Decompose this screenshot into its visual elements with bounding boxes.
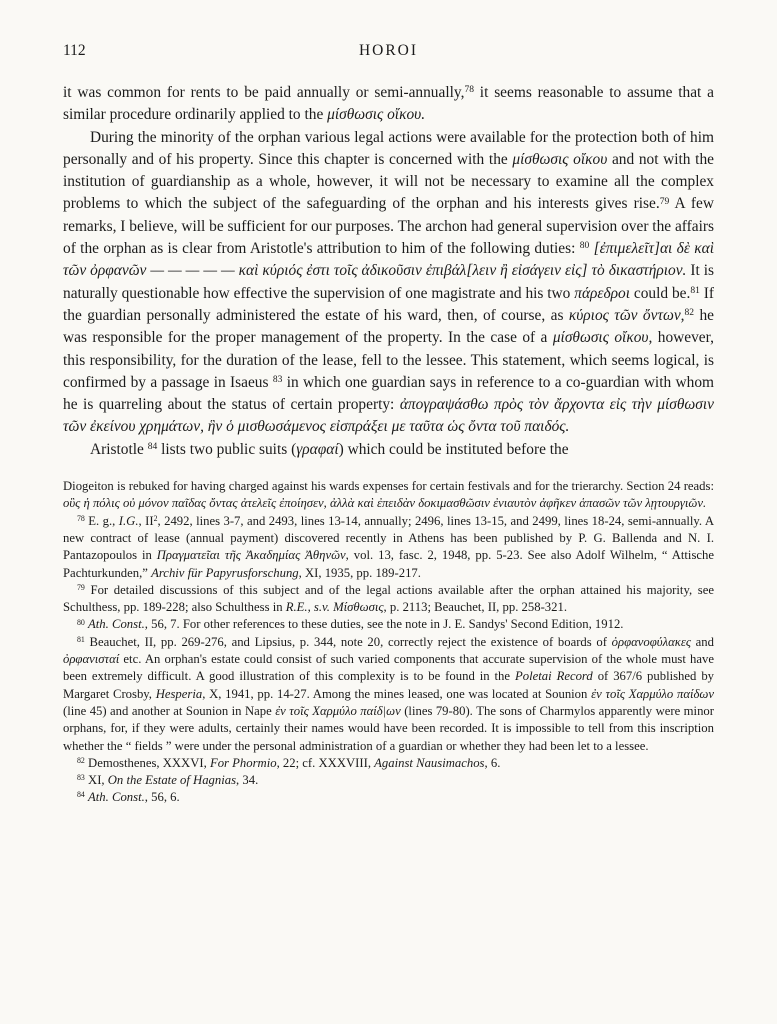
footnote-ref: 83 [77,773,85,783]
text-run: however, this responsibility, for the duration of the lease, fell to the lessee. This statement, which seems logical, is confirmed by a passage in Isaeus [63,329,714,391]
italic-text: I.G. [118,513,139,528]
footnote-80 [63,616,714,633]
footnote-ref: 80 [77,617,85,627]
footnote-83 [63,772,714,789]
italic-text: κύριος τῶν ὄντων, [568,306,685,324]
italic-text: μίσθωσις οἴκου [512,150,608,168]
text-run: , 34. [236,773,259,788]
text-run: ) which could be instituted before the [338,440,569,458]
text-run: For detailed discussions of this subject and of the legal actions available after the orphan attained his majority, see Schulthess, pp. 189-228; also Schulthess in [63,582,714,615]
footnote-82 [63,755,714,772]
text-run: of 367/6 published by Margaret Crosby, [63,669,715,701]
footnote-79 [63,582,714,617]
italic-text: Hesperia [155,686,203,701]
body-paragraph [63,439,714,461]
text-run: , 22; cf. XXXVIII, [276,755,375,770]
footnote-78 [63,513,714,582]
text-run: and [690,634,714,649]
text-run: , vol. 13, fasc. 2, 1948, pp. 5-23. See also Adolf Wilhelm, “ Attische Pachturkunden,” [63,548,714,580]
footnote-ref: 81 [690,284,700,296]
italic-text: Archiv für Papyrusforschung [151,565,299,580]
text-run: , 2492, lines 3-7, and 2493, lines 13-14, annually; 2496, lines 13-15, and 2499, lines 18-24, semi-annually. A new contract of lease (annual payment) discovered recently in Athens has been published by P. G. Ballenda and N. I. Pantazopoulos in [63,513,714,563]
running-head: HOROI [358,42,419,59]
text-run: lists two public suits ( [157,440,297,458]
text-run: , 56, 7. For other references to these duties, see the note in J. E. Sandys' Second Edition, 1912. [144,617,624,632]
body-paragraph [63,82,714,127]
footnote-84 [63,789,714,806]
text-run: During the minority of the orphan various legal actions were available for the protection both of him personally and of his property. Since this chapter is concerned with the [63,128,714,168]
italic-text: For Phormio [209,755,277,770]
text-run: It is naturally questionable how effective the supervision of one magistrate and his two [63,262,714,302]
text-run: Beauchet, II, pp. 269-276, and Lipsius, p. 344, note 20, correctly reject the existence of boards of [84,634,612,649]
text-run: could be. [630,284,691,302]
text-run: Demosthenes, XXXVI, [84,755,210,770]
footnote-ref: 2 [153,513,158,523]
footnote-ref: 79 [77,582,85,592]
footnote-ref: 80 [579,240,590,252]
footnote-ref: 78 [464,84,474,96]
page-header [63,42,714,61]
text-run: , 6. [484,755,501,770]
italic-text: γραφαί [296,440,339,458]
text-run: XI, [84,773,108,788]
italic-text: Ath. Const. [88,790,145,805]
text-run: and not with the institution of guardianship as a whole, however, it will not be necessary to examine all the complex problems to which the subject of the safeguarding of the orphan and his interests gives rise. [63,150,714,213]
footnote-ref: 82 [684,307,695,319]
page-number: 112 [63,42,86,59]
italic-text: μίσθωσις οἴκου. [327,106,426,124]
italic-text: οὓς ἡ πόλις οὐ μόνον παῖδας ὄντας ἀτελεῖς ἐποίησεν, ἀλλὰ καὶ ἐπειδὰν δοκιμασθῶσιν ἐνιαυτὸν ἀφῆκεν ἁπασῶν τῶν λῃτουργιῶν. [63,496,707,511]
text-run: A few remarks, I believe, will be sufficient for our purposes. The archon had general supervision over the affairs of the orphan as is clear from Aristotle's attribution to him of the following duties: [63,195,714,258]
italic-text: Poletai Record [514,669,593,684]
text-run: it was common for rents to be paid annually or semi-annually, [63,84,465,101]
italic-text: ἐν τοῖς Χαρμύλο παίδ|ων [275,703,401,718]
text-run: , X, 1941, pp. 14-27. Among the mines leased, one was located at Sounion [202,686,592,701]
text-run: he was responsible for the proper management of the property. In the case of a [63,306,714,347]
text-run: etc. An orphan's estate could consist of such varied components that accurate supervision of the whole must have been extremely difficult. A good illustration of this complexity is to be found in the [63,652,714,684]
text-run: (lines 79-80). The sons of Charmylos apparently were minor orphans, for, if they were adults, certainly their names would have been recorded. It is impossible to tell from this inscription whether the “ fields ” were under the personal administration of a guardian or whether they had been let to a lessee. [63,703,714,753]
text-run: Diogeiton is rebuked for having charged against his wards expenses for certain festivals and for the trierarchy. Section 24 reads: [63,479,714,494]
text-run: If the guardian personally administered the estate of his ward, then, of course, as [63,284,715,324]
footnote-ref: 82 [77,755,85,765]
text-run: (line 45) and another at Sounion in Nape [63,703,276,718]
italic-text: On the Estate of Hagnias [107,773,237,788]
italic-text: πάρεδροι [574,284,631,302]
footnote-81 [63,634,714,755]
body-paragraph [63,127,714,439]
italic-text: [ἐπιμελεῖτ]αι δὲ καὶ τῶν ὀρφανῶν — — — — — καὶ κύριός ἐστι τοῖς ἀδικοῦσιν ἐπιβάλ[λειν ἢ εἰσάγειν εἰς] τὸ δικαστήριον. [63,240,714,280]
italic-text: ὀρφανισταί [63,652,120,667]
footnote-ref: 84 [147,440,158,452]
text-run: , II [138,513,154,528]
main-text [63,82,714,461]
italic-text: Against Nausimachos [374,755,485,770]
italic-text: μίσθωσις οἴκου, [552,329,653,347]
text-run: in which one guardian says in reference to a co-guardian with whom he is quarreling about the status of certain property: [63,373,714,414]
footnotes-section [63,478,714,807]
footnote-ref: 84 [77,790,85,800]
italic-text: Ath. Const. [88,617,145,632]
italic-text: ἀπογραψάσθω πρὸς τὸν ἄρχοντα εἰς τὴν μίσθωσιν τῶν ἐκείνου χρημάτων, ἣν ὁ μισθωσάμενος εἰσπράξει με ταῦτα ὡς ὄντα τοῦ παιδός. [63,396,714,436]
text-run: , p. 2113; Beauchet, II, pp. 258-321. [383,600,568,615]
footnote-ref: 78 [77,513,85,523]
footnote-continuation [63,478,714,513]
text-run: Aristotle [90,440,148,458]
footnote-ref: 83 [272,374,283,386]
footnote-ref: 79 [659,195,670,207]
italic-text: R.E., s.v. Μίσθωσις [285,600,384,615]
text-run: , XI, 1935, pp. 189-217. [298,565,421,580]
italic-text: ὀρφανοφύλακες [611,634,691,649]
text-run: E. g., [84,513,119,528]
text-run: it seems reasonable to assume that a similar procedure ordinarily applied to the [63,84,714,124]
text-run: , 56, 6. [144,790,180,805]
italic-text: ἐν τοῖς Χαρμύλο παίδων [591,686,714,701]
footnote-ref: 81 [77,634,85,644]
italic-text: Πραγματεῖαι τῆς Ἀκαδημίας Ἀθηνῶν [156,548,346,563]
